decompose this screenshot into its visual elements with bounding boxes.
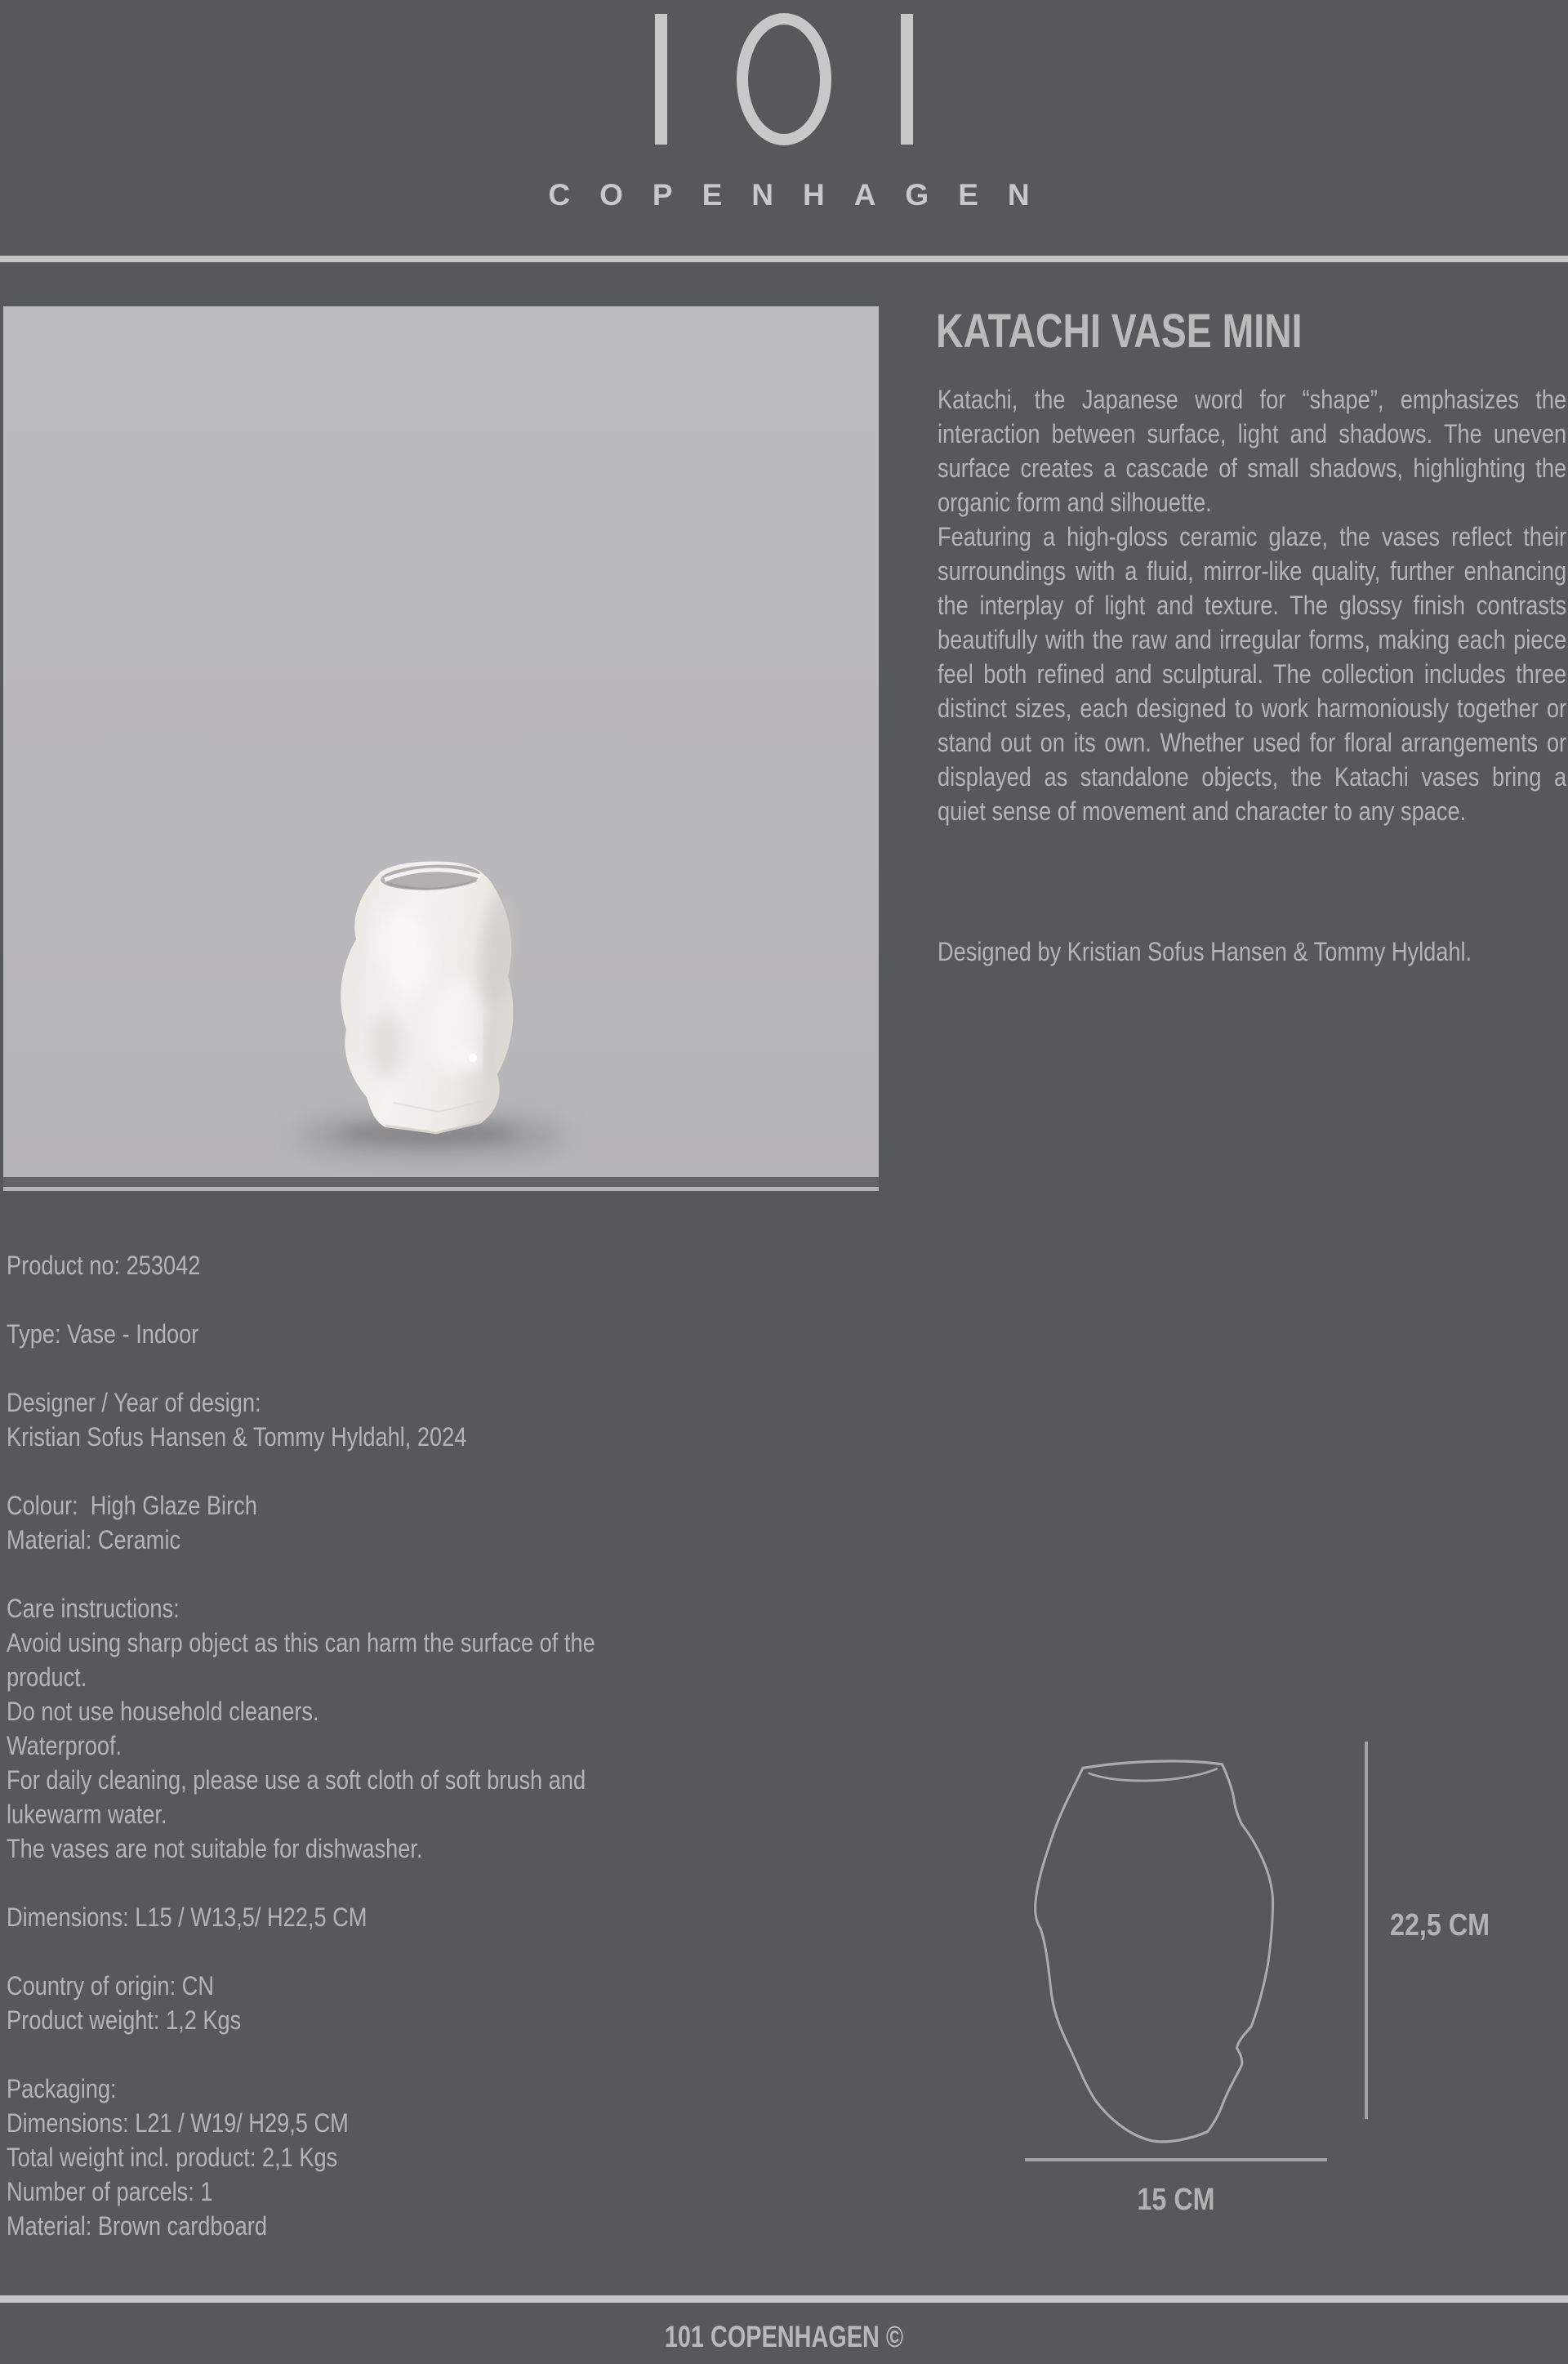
height-dimension-line [1365,1742,1368,2119]
footer-copyright: 101 COPENHAGEN © [664,2320,904,2353]
brand-name: COPENHAGEN [548,178,1059,212]
footer-divider [0,2295,1568,2303]
description-paragraph: Featuring a high-gloss ceramic glaze, the vases reflect their surroundings with a fluid, mirror-like quality, further enhancing the interplay of light and texture. The glossy finish contrasts beautifully with the raw and irregular forms, making each piece feel both refined and sculptural. The collection includes three distinct sizes, each designed to work harmoniously together or stand out on its own. Whether used for floral arrangements or displayed as standalone objects, the Katachi vases bring a quiet sense of movement and character to any space. [938,522,1567,826]
detail-line: Care instructions: [7,1594,180,1623]
width-dimension-line [1025,2158,1327,2161]
detail-group-product-no [7,1248,597,1282]
detail-line: Colour: High Glaze Birch [7,1491,257,1520]
designed-by-credit: Designed by Kristian Sofus Hansen & Tommy Hyldahl. [938,937,1472,966]
width-dimension-label: 15 CM [1137,2183,1215,2217]
detail-line: Designer / Year of design: [7,1388,261,1417]
detail-line: Material: Ceramic [7,1525,181,1554]
detail-group-type [7,1317,597,1351]
description-paragraph: Katachi, the Japanese word for “shape”, emphasizes the interaction between surface, light and shadows. The uneven surface creates a cascade of small shadows, highlighting the organic form and silhouette. [938,385,1567,517]
brand-logo-101-icon [653,13,915,145]
detail-line: Type: Vase - Indoor [7,1319,199,1349]
product-details [7,1248,602,2277]
vase-photo-illustration [3,306,879,1191]
detail-group-designer [7,1385,597,1454]
detail-line: Dimensions: L21 / W19/ H29,5 CM [7,2108,349,2138]
detail-line: Do not use household cleaners. [7,1697,319,1726]
height-dimension-label: 22,5 CM [1390,1908,1490,1942]
detail-line: Product weight: 1,2 Kgs [7,2005,242,2035]
product-title: KATACHI VASE MINI [936,305,1303,358]
vase-outline-drawing [1022,1737,1276,2144]
detail-group-colour-material [7,1488,597,1557]
detail-line: Avoid using sharp object as this can harm the surface of the product. [7,1628,602,1692]
detail-group-care [7,1591,602,1866]
detail-line: Kristian Sofus Hansen & Tommy Hyldahl, 2024 [7,1422,467,1452]
detail-group-dimensions [7,1900,597,1934]
detail-line: Country of origin: CN [7,1971,214,2000]
detail-line: Total weight incl. product: 2,1 Kgs [7,2143,338,2172]
detail-line: Dimensions: L15 / W13,5/ H22,5 CM [7,1902,368,1932]
product-photo [3,306,879,1191]
product-description [938,382,1566,828]
detail-group-packaging [7,2072,597,2243]
detail-line: The vases are not suitable for dishwasher. [7,1834,423,1863]
detail-line: Number of parcels: 1 [7,2177,213,2206]
header-divider [0,256,1568,262]
detail-group-origin-weight [7,1969,597,2037]
detail-line: Product no: 253042 [7,1251,201,1280]
detail-line: Waterproof. [7,1731,122,1760]
detail-line: Material: Brown cardboard [7,2211,267,2241]
detail-line: For daily cleaning, please use a soft cloth of soft brush and lukewarm water. [7,1765,592,1829]
detail-line: Packaging: [7,2074,117,2103]
